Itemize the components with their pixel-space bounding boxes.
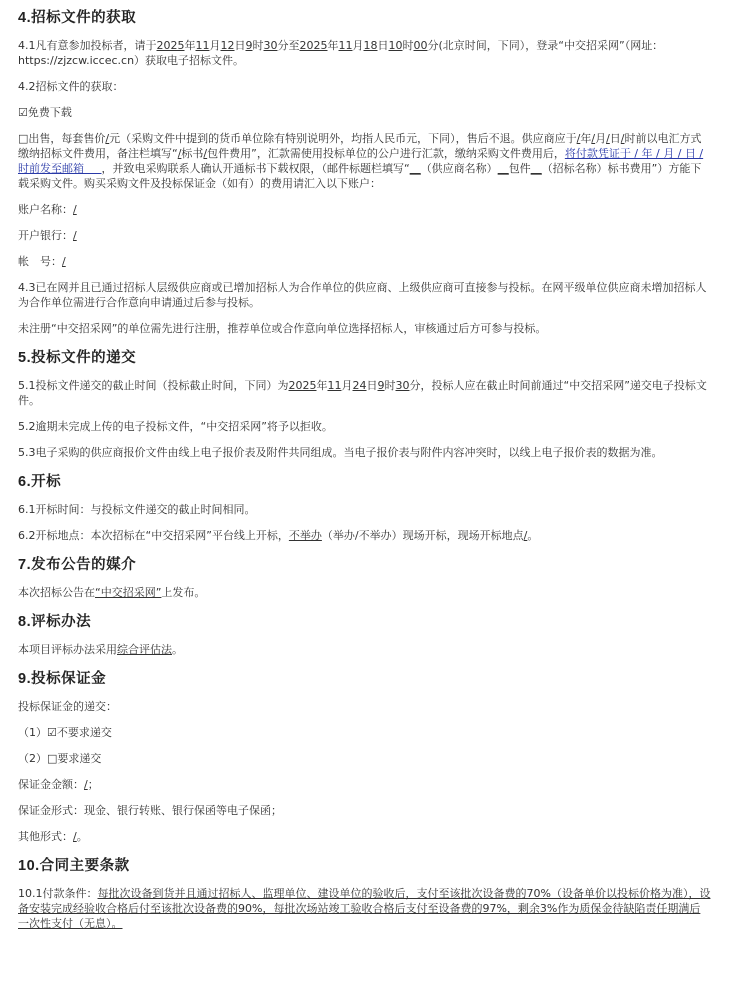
- deposit-amount-line: 保证金金额：/；: [18, 778, 99, 791]
- section-8-title: 8.评标办法: [18, 614, 92, 630]
- section-6-title: 6.开标: [18, 474, 62, 490]
- para-6-2: 6.2开标地点：本次招标在“中交招采网”平台线上开标，不举办（举办/不举办）现场开标，现场开标地点/。: [18, 529, 539, 542]
- account-number-line: 帐 号：/: [18, 255, 66, 268]
- deposit-intro: 投标保证金的递交：: [18, 700, 117, 713]
- deposit-option-2: （2）□要求递交: [18, 752, 102, 765]
- sale-option-para: □出售，每套售价/元（采购文件中提到的货币单位除有特别说明外，均指人民币元，下同），售后不退。供应商应于/年/月/日/时前以电汇方式缴纳招标文件费用，备注栏填写“/标书/包件费用”，汇款需使用投标单位的公户进行汇款，缴纳采购文件费用后，将付款凭证于 / 年 / 月 / 日 / 时前发至邮箱 ，并致电采购联系人确认开通标书下载权限，（邮件标题栏填写“__（供应商名称）__包件__（招标名称）标书费用”）方能下载采购文件。购买采购文件及投标保证金（如有）的费用请汇入以下账户：: [18, 132, 704, 190]
- registration-note: 未注册“中交招采网”的单位需先进行注册，推荐单位或合作意向单位选择招标人，审核通过后方可参与投标。: [18, 322, 547, 335]
- para-5-1: 5.1投标文件递交的截止时间（投标截止时间，下同）为2025年11月24日9时30分，投标人应在截止时间前通过“中交招采网”递交电子投标文件。: [18, 379, 707, 407]
- section-7-title: 7.发布公告的媒介: [18, 557, 137, 573]
- para-6-1: 6.1开标时间：与投标文件递交的截止时间相同。: [18, 503, 256, 516]
- evaluation-para: 本项目评标办法采用综合评估法。: [18, 643, 183, 656]
- deposit-option-1: （1）☑不要求递交: [18, 726, 112, 739]
- section-9-title: 9.投标保证金: [18, 671, 107, 687]
- deposit-form-line: 保证金形式：现金、银行转账、银行保函等电子保函；: [18, 804, 282, 817]
- bank-line: 开户银行：/: [18, 229, 77, 242]
- section-5-title: 5.投标文件的递交: [18, 350, 137, 366]
- other-form-line: 其他形式：/。: [18, 830, 88, 843]
- para-4-2: 4.2招标文件的获取：: [18, 80, 124, 93]
- para-4-3: 4.3已在网并且已通过招标人层级供应商或已增加招标人为合作单位的供应商、上级供应商可直接参与投标。在网平级单位供应商未增加招标人为合作单位需进行合作意向申请通过后参与投标。: [18, 281, 707, 309]
- free-download-option: ☑免费下载: [18, 106, 72, 119]
- para-4-1: 4.1凡有意参加投标者，请于2025年11月12日9时30分至2025年11月18日10时00分(北京时间，下同），登录“中交招采网”（网址：https://zjzcw.iccec.cn）获取电子招标文件。: [18, 39, 664, 67]
- email-link[interactable]: 将付款凭证于 / 年 / 月 / 日 / 时前发至邮箱: [18, 147, 704, 175]
- account-name-line: 账户名称：/: [18, 203, 77, 216]
- para-5-3: 5.3电子采购的供应商报价文件由线上电子报价表及附件共同组成。当电子报价表与附件内容冲突时，以线上电子报价表的数据为准。: [18, 446, 663, 459]
- section-4-title: 4.招标文件的获取: [18, 10, 137, 26]
- payment-terms-para: 10.1付款条件：每批次设备到货并且通过招标人、监理单位、建设单位的验收后，支付至该批次设备费的70%（设备单价以投标价格为准），设备安装完成经验收合格后付至该批次设备费的90%，每批次场站竣工验收合格后支付至设备费的97%，剩余3%作为质保金待缺陷责任期满后一次性支付（无息）。: [18, 887, 711, 930]
- section-10-title: 10.合同主要条款: [18, 858, 130, 874]
- para-5-2: 5.2逾期未完成上传的电子投标文件，“中交招采网”将予以拒收。: [18, 420, 333, 433]
- media-para: 本次招标公告在“中交招采网”上发布。: [18, 586, 206, 599]
